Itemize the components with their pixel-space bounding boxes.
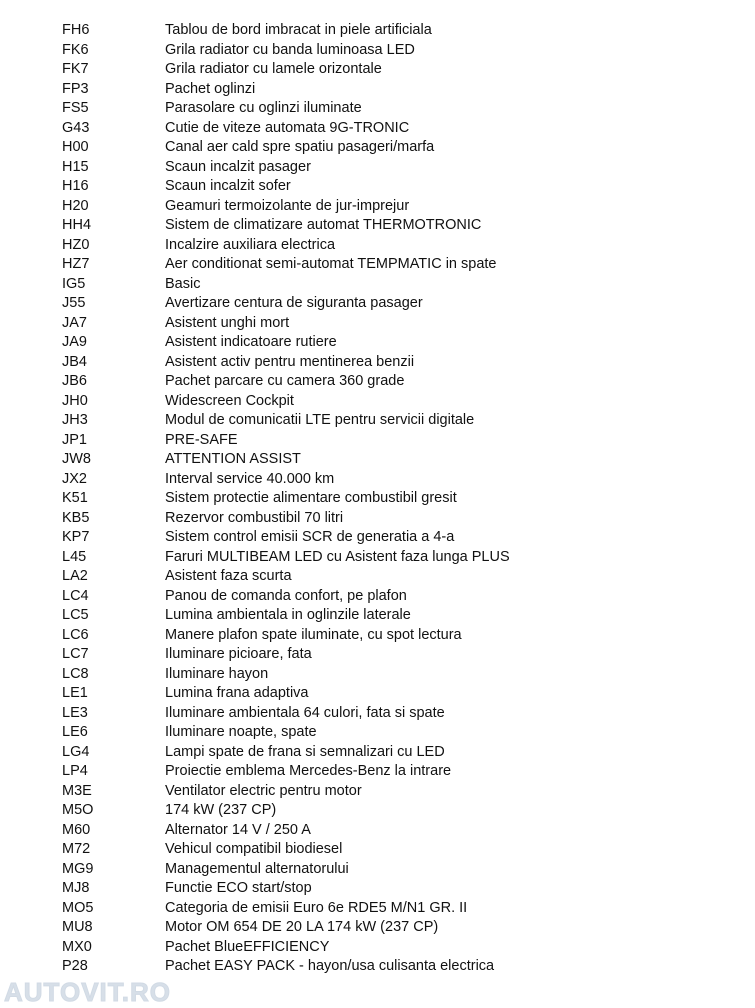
- list-item: [0, 177, 755, 197]
- option-code: LC6: [62, 626, 89, 643]
- list-item: [0, 899, 755, 919]
- option-description: Panou de comanda confort, pe plafon: [165, 587, 407, 604]
- list-item: [0, 275, 755, 295]
- option-description: Iluminare ambientala 64 culori, fata si spate: [165, 704, 445, 721]
- list-item: [0, 684, 755, 704]
- option-description: Scaun incalzit sofer: [165, 178, 291, 194]
- option-description: 174 kW (237 CP): [165, 802, 277, 818]
- list-item: [0, 392, 755, 412]
- option-code: JA7: [62, 314, 87, 331]
- option-code: IG5: [62, 275, 86, 292]
- list-item: [0, 119, 755, 139]
- option-code: MG9: [62, 860, 94, 877]
- option-code: G43: [62, 119, 90, 136]
- option-description: Tablou de bord imbracat in piele artificiala: [165, 22, 432, 38]
- option-description: Scaun incalzit pasager: [165, 158, 311, 175]
- watermark: AUTOVIT.RO: [4, 977, 171, 1007]
- list-item: [0, 411, 755, 431]
- option-description: Widescreen Cockpit: [165, 392, 294, 409]
- list-item: [0, 314, 755, 334]
- option-description: Lumina frana adaptiva: [165, 685, 309, 701]
- option-code: LE1: [62, 685, 88, 701]
- option-description: Pachet BlueEFFICIENCY: [165, 938, 330, 955]
- list-item: [0, 723, 755, 743]
- option-code: JB6: [62, 373, 87, 389]
- option-code: JH3: [62, 412, 88, 428]
- option-code: HZ0: [62, 236, 90, 253]
- option-description: Pachet parcare cu camera 360 grade: [165, 373, 405, 389]
- option-description: Aer conditionat semi-automat TEMPMATIC in spate: [165, 256, 497, 272]
- option-description: Grila radiator cu banda luminoasa LED: [165, 41, 415, 58]
- option-code: L45: [62, 548, 87, 565]
- list-item: [0, 197, 755, 217]
- list-item: [0, 509, 755, 529]
- option-code: LA2: [62, 568, 88, 584]
- option-description: Alternator 14 V / 250 A: [165, 821, 311, 838]
- list-item: [0, 626, 755, 646]
- list-item: [0, 762, 755, 782]
- option-description: Asistent indicatoare rutiere: [165, 334, 337, 350]
- option-description: Parasolare cu oglinzi iluminate: [165, 100, 362, 116]
- list-item: [0, 60, 755, 80]
- list-item: [0, 606, 755, 626]
- list-item: [0, 860, 755, 880]
- option-description: Categoria de emisii Euro 6e RDE5 M/N1 GR. II: [165, 899, 468, 916]
- list-item: [0, 431, 755, 451]
- option-code: J55: [62, 295, 86, 311]
- list-item: [0, 567, 755, 587]
- option-description: Sistem de climatizare automat THERMOTRONIC: [165, 217, 482, 233]
- list-item: [0, 236, 755, 256]
- option-description: Cutie de viteze automata 9G-TRONIC: [165, 119, 410, 136]
- list-item: [0, 665, 755, 685]
- list-item: [0, 158, 755, 178]
- option-code: FK7: [62, 61, 89, 77]
- option-code: MX0: [62, 938, 92, 955]
- option-description: Ventilator electric pentru motor: [165, 782, 362, 799]
- option-description: Sistem control emisii SCR de generatia a 4-a: [165, 529, 455, 545]
- option-description: Iluminare hayon: [165, 665, 269, 682]
- option-description: Motor OM 654 DE 20 LA 174 kW (237 CP): [165, 919, 439, 935]
- list-item: [0, 450, 755, 470]
- option-code: KP7: [62, 529, 90, 545]
- option-code: M72: [62, 841, 91, 857]
- option-code: M3E: [62, 782, 92, 799]
- list-item: [0, 879, 755, 899]
- list-item: [0, 333, 755, 353]
- option-description: Avertizare centura de siguranta pasager: [165, 295, 423, 311]
- option-code: MJ8: [62, 880, 90, 896]
- option-description: ATTENTION ASSIST: [165, 451, 301, 467]
- option-description: Faruri MULTIBEAM LED cu Asistent faza lunga PLUS: [165, 548, 510, 565]
- option-description: Manere plafon spate iluminate, cu spot lectura: [165, 626, 462, 643]
- option-code: FP3: [62, 80, 89, 97]
- list-item: [0, 41, 755, 61]
- option-code: HH4: [62, 217, 92, 233]
- option-code: KB5: [62, 509, 90, 526]
- option-code: LC7: [62, 646, 89, 662]
- list-item: [0, 99, 755, 119]
- list-item: [0, 489, 755, 509]
- option-code: H20: [62, 197, 89, 214]
- list-item: [0, 216, 755, 236]
- list-item: [0, 645, 755, 665]
- option-code: LE6: [62, 724, 88, 740]
- option-code: LC5: [62, 607, 89, 623]
- list-item: [0, 294, 755, 314]
- list-item: [0, 938, 755, 958]
- list-item: [0, 587, 755, 607]
- option-description: Modul de comunicatii LTE pentru servicii digitale: [165, 412, 475, 428]
- option-code: P28: [62, 958, 88, 974]
- option-description: Pachet oglinzi: [165, 80, 256, 97]
- option-code: LC8: [62, 665, 89, 682]
- option-description: Asistent unghi mort: [165, 314, 290, 331]
- option-code: LC4: [62, 587, 89, 604]
- option-code: FK6: [62, 41, 89, 58]
- option-description: Vehicul compatibil biodiesel: [165, 841, 343, 857]
- list-item: [0, 704, 755, 724]
- option-code: JX2: [62, 470, 87, 487]
- option-code: LE3: [62, 704, 88, 721]
- option-code: H00: [62, 139, 89, 155]
- list-item: [0, 918, 755, 938]
- option-code: M5O: [62, 802, 94, 818]
- list-item: [0, 528, 755, 548]
- option-description: Canal aer cald spre spatiu pasageri/marfa: [165, 139, 435, 155]
- option-code: FS5: [62, 100, 89, 116]
- list-item: [0, 548, 755, 568]
- option-description: Iluminare noapte, spate: [165, 724, 317, 740]
- option-code: MU8: [62, 919, 93, 935]
- option-code: K51: [62, 490, 88, 506]
- option-description: Functie ECO start/stop: [165, 880, 312, 896]
- option-code: HZ7: [62, 256, 90, 272]
- list-item: [0, 372, 755, 392]
- option-description: Asistent activ pentru mentinerea benzii: [165, 353, 415, 370]
- option-description: Basic: [165, 275, 201, 292]
- option-code: JA9: [62, 334, 87, 350]
- option-description: Grila radiator cu lamele orizontale: [165, 61, 382, 77]
- option-code: M60: [62, 821, 91, 838]
- list-item: [0, 353, 755, 373]
- list-item: [0, 255, 755, 275]
- list-item: [0, 80, 755, 100]
- option-description: Incalzire auxiliara electrica: [165, 236, 336, 253]
- option-code: JP1: [62, 431, 87, 448]
- option-description: Managementul alternatorului: [165, 860, 349, 877]
- list-item: [0, 840, 755, 860]
- option-code: H15: [62, 158, 89, 175]
- option-description: Lampi spate de frana si semnalizari cu LED: [165, 743, 445, 760]
- option-description: Lumina ambientala in oglinzile laterale: [165, 607, 411, 623]
- option-description: Iluminare picioare, fata: [165, 646, 312, 662]
- list-item: [0, 138, 755, 158]
- option-description: Proiectie emblema Mercedes-Benz la intrare: [165, 763, 452, 779]
- option-description: Pachet EASY PACK - hayon/usa culisanta electrica: [165, 958, 495, 974]
- option-description: Geamuri termoizolante de jur-imprejur: [165, 197, 410, 214]
- option-code: JW8: [62, 451, 91, 467]
- list-item: [0, 21, 755, 41]
- option-description: Interval service 40.000 km: [165, 470, 335, 487]
- list-item: [0, 821, 755, 841]
- option-code: JB4: [62, 353, 87, 370]
- option-code: FH6: [62, 22, 90, 38]
- option-code: JH0: [62, 392, 88, 409]
- option-code: LP4: [62, 763, 88, 779]
- option-description: PRE-SAFE: [165, 431, 238, 448]
- list-item: [0, 957, 755, 977]
- option-code: MO5: [62, 899, 94, 916]
- list-item: [0, 801, 755, 821]
- option-code: LG4: [62, 743, 90, 760]
- option-code: H16: [62, 178, 89, 194]
- option-description: Sistem protectie alimentare combustibil gresit: [165, 490, 457, 506]
- list-item: [0, 782, 755, 802]
- option-description: Asistent faza scurta: [165, 568, 292, 584]
- option-description: Rezervor combustibil 70 litri: [165, 509, 344, 526]
- list-item: [0, 743, 755, 763]
- list-item: [0, 470, 755, 490]
